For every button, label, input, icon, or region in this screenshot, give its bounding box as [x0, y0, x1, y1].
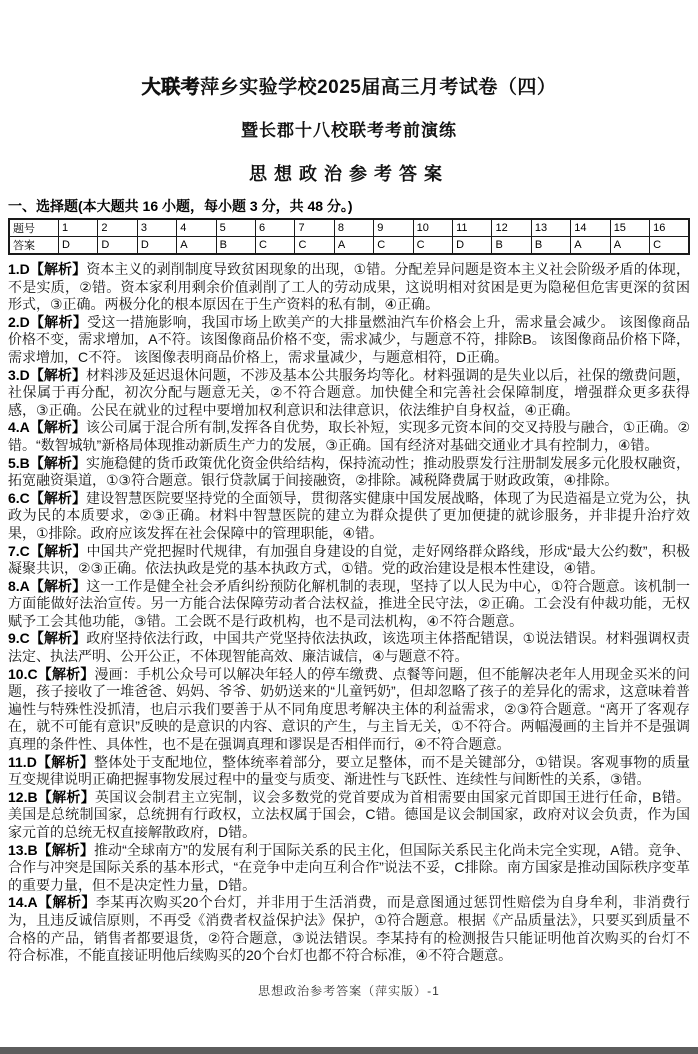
- explanation-text: 李某再次购买20个台灯，并非用于生活消费，而是意图通过惩罚性赔偿为自身牟利，非消费行为，且违反诚信原则，不再受《消费者权益保护法》保护，①符合题意。根据《产品质量法》，只要买到质量不合格的产品，销售者都要退货，②符合题意，③说法错误。李某持有的检测报告只能证明他首次购买的台灯不符合标准，不能直接证明他后续购买的20个台灯也都不符合标准，④不符合题意。: [8, 894, 690, 964]
- table-row-header: 题号: [9, 219, 59, 237]
- explanation-text: 漫画：手机公众号可以解决年轻人的停车缴费、点餐等问题，但不能解决老年人用现金买米的问题，孩子接收了一堆爸爸、妈妈、爷爷、奶奶送来的“儿童钙奶”，但却忽略了孩子的差异化的需求，这意味着普遍性与特殊性没抓清，也启示我们要善于从不同角度思考解决主体的利益需求，②③符合题意。“离开了客观存在，就不可能有意识”反映的是意识的内容、意识的产生，与主旨无关，①不符合。两幅漫画的主旨并不是强调真理的条件性、具体性，也不是在强调真理和谬误是否相伴而行，④不符合题意。: [8, 665, 691, 753]
- answer-cell: C: [413, 237, 452, 255]
- answer-cell: A: [610, 237, 649, 255]
- answer-cell: C: [374, 237, 413, 255]
- question-number-cell: 10: [413, 219, 452, 237]
- explanation-paragraph: [8, 630, 690, 665]
- answer-cell: B: [531, 237, 570, 255]
- exam-title-brand: 大联考: [141, 77, 201, 98]
- bottom-divider-bar: [0, 1047, 698, 1054]
- multiple-choice-section-heading: 一、选择题(本大题共 16 小题，每小题 3 分，共 48 分。): [8, 198, 353, 214]
- explanation-label: 11.D【解析】: [8, 753, 94, 770]
- table-row-header: 答案: [9, 237, 59, 255]
- explanation-label: 6.C【解析】: [8, 489, 87, 506]
- explanation-label: 5.B【解析】: [8, 454, 87, 471]
- explanation-paragraph: [8, 419, 690, 454]
- explanation-paragraph: [8, 842, 690, 895]
- explanation-label: 12.B【解析】: [8, 788, 95, 805]
- question-number-cell: 16: [650, 219, 689, 237]
- question-number-cell: 6: [256, 219, 295, 237]
- answer-cell: C: [295, 237, 334, 255]
- question-number-cell: 13: [531, 219, 570, 237]
- explanation-label: 7.C【解析】: [8, 542, 87, 559]
- answer-cell: A: [334, 237, 373, 255]
- question-number-cell: 4: [177, 219, 216, 237]
- explanation-label: 10.C【解析】: [8, 665, 95, 682]
- answer-key-table: [8, 218, 690, 255]
- answer-cell: D: [98, 237, 137, 255]
- answer-cell: D: [453, 237, 492, 255]
- explanation-label: 2.D【解析】: [8, 313, 88, 330]
- answer-row: [9, 237, 689, 255]
- explanation-paragraph: [8, 367, 690, 420]
- question-number-cell: 5: [216, 219, 255, 237]
- explanation-label: 3.D【解析】: [8, 366, 87, 383]
- explanation-text: 政府坚持依法行政，中国共产党坚持依法执政，该选项主体搭配错误，①说法错误。材料强调权责法定、执法严明、公开公正，不体现智能高效、廉洁诚信，④与题意不符。: [8, 630, 690, 665]
- question-number-cell: 15: [610, 219, 649, 237]
- explanation-text: 受这一措施影响，我国市场上欧美产的大排量燃油汽车价格会上升，需求量会减少。 该图像商品价格不变，需求增加，A不符。该图像商品价格不变，需求减少，与题意不符，排除B。 该图像商品价格下降，需求增加，C不符。 该图像表明商品价格上，需求量减少，与题意相符，D正确。: [8, 313, 690, 365]
- explanation-text: 材料涉及延迟退休问题，不涉及基本公共服务均等化。材料强调的是失业以后，社保的缴费问题，社保属于再分配，初次分配与题意无关，②不符合题意。加快健全和完善社会保障制度，增强群众更多获得感，③正确。公民在就业的过程中要增加权利意识和法律意识，依法维护自身权益，④正确。: [8, 366, 690, 418]
- explanation-text: 中国共产党把握时代规律，有加强自身建设的自觉，走好网络群众路线，形成“最大公约数”，积极凝聚共识，②③正确。依法执政是党的基本执政方式，①错。党的政治建设是根本性建设，④错。: [8, 542, 690, 577]
- question-number-cell: 1: [59, 219, 98, 237]
- answer-cell: B: [216, 237, 255, 255]
- explanation-paragraph: [8, 894, 690, 964]
- explanation-paragraph: [8, 789, 690, 842]
- exam-title-rest: 萍乡实验学校2025届高三月考试卷（四）: [200, 77, 557, 98]
- answer-cell: B: [492, 237, 531, 255]
- answer-cell: D: [59, 237, 98, 255]
- explanation-label: 1.D【解析】: [8, 261, 87, 277]
- explanation-text: 推动“全球南方”的发展有利于国际关系的民主化，但国际关系民主化尚未完全实现，A错。竞争、合作与冲突是国际关系的基本形式，“在竞争中走向互利合作”说法不妥，C排除。南方国家是推动国际秩序变革的重要力量，但不是决定性力量，D错。: [8, 841, 690, 893]
- explanation-label: 4.A【解析】: [8, 419, 86, 436]
- explanation-paragraph: [8, 543, 690, 578]
- explanation-paragraph: [8, 455, 690, 490]
- explanation-paragraph: [8, 578, 690, 631]
- page-footer: 思想政治参考答案（萍实版）-1: [258, 984, 440, 998]
- explanation-text: 建设智慧医院要坚持党的全面领导，贯彻落实健康中国发展战略，体现了为民造福是立党为公，执政为民的本质要求，②③正确。材料中智慧医院的建立为群众提供了更加便捷的就诊服务，并非提升治疗效果，①排除。政府应该发挥在社会保障中的管理职能，④错。: [8, 489, 690, 541]
- explanation-paragraph: [8, 754, 690, 789]
- answer-cell: A: [177, 237, 216, 255]
- subject-answer-title: 思想政治参考答案: [249, 164, 449, 184]
- explanation-label: 8.A【解析】: [8, 577, 87, 594]
- question-number-cell: 9: [374, 219, 413, 237]
- question-number-cell: 7: [295, 219, 334, 237]
- explanation-text: 该公司属于混合所有制,发挥各自优势，取长补短，实现多元资本间的交叉持股与融合，①正确。②错。“数智城轨”新格局体现推动新质生产力的发展，③正确。国有经济对基础交通业才具有控制力，④错。: [8, 419, 690, 453]
- question-number-cell: 8: [334, 219, 373, 237]
- answer-cell: A: [571, 237, 610, 255]
- exam-title: [8, 0, 690, 100]
- answer-cell: D: [137, 237, 176, 255]
- explanation-paragraph: [8, 666, 690, 754]
- exam-subtitle: 暨长郡十八校联考考前演练: [241, 121, 457, 140]
- explanation-text: 这一工作是健全社会矛盾纠纷预防化解机制的表现，坚持了以人民为中心，①符合题意。该机制一方面能做好法治宣传。另一方能合法保障劳动者合法权益，推进全民守法，②正确。工会没有仲裁功能，无权赋予工会其他功能，③错。工会既不是行政机构，也不是司法机构，④不符合题意。: [8, 577, 690, 629]
- explanation-text: 英国议会制君主立宪制，议会多数党的党首要成为首相需要由国家元首即国王进行任命，B错。美国是总统制国家，总统拥有行政权，立法权属于国会，C错。德国是议会制国家，政府对议会负责，作为国家元首的总统无权直接解散政府，D错。: [8, 788, 690, 840]
- explanation-label: 14.A【解析】: [8, 894, 96, 911]
- explanation-text: 实施稳健的货币政策优化资金供给结构，保持流动性；推动股票发行注册制发展多元化股权融资，拓宽融资渠道，①③符合题意。银行贷款属于间接融资，②排除。减税降费属于财政政策，④排除。: [8, 454, 690, 489]
- question-number-cell: 14: [571, 219, 610, 237]
- explanation-paragraph: [8, 490, 690, 543]
- explanations-list: [8, 261, 690, 965]
- answer-cell: C: [650, 237, 689, 255]
- question-number-cell: 3: [137, 219, 176, 237]
- question-number-row: [9, 219, 689, 237]
- explanation-text: 整体处于支配地位，整体统率着部分，要立足整体，而不是关键部分，①错误。客观事物的质量互变规律说明正确把握事物发展过程中的量变与质变、渐进性与飞跃性、连续性与间断性的关系，③错。: [8, 753, 690, 788]
- question-number-cell: 12: [492, 219, 531, 237]
- question-number-cell: 11: [453, 219, 492, 237]
- explanation-text: 资本主义的剥削制度导致贫困现象的出现，①错。分配差异问题是资本主义社会阶级矛盾的体现，不是实质，②错。资本家利用剩余价值剥削了工人的劳动成果，这说明相对贫困是更为隐秘但危害更深的贫困形式，③正确。两极分化的根本原因在于生产资料的私有制，④正确。: [8, 261, 690, 313]
- explanation-label: 9.C【解析】: [8, 630, 87, 647]
- explanation-label: 13.B【解析】: [8, 841, 94, 858]
- answer-cell: C: [256, 237, 295, 255]
- explanation-paragraph: [8, 261, 690, 314]
- question-number-cell: 2: [98, 219, 137, 237]
- explanation-paragraph: [8, 314, 690, 367]
